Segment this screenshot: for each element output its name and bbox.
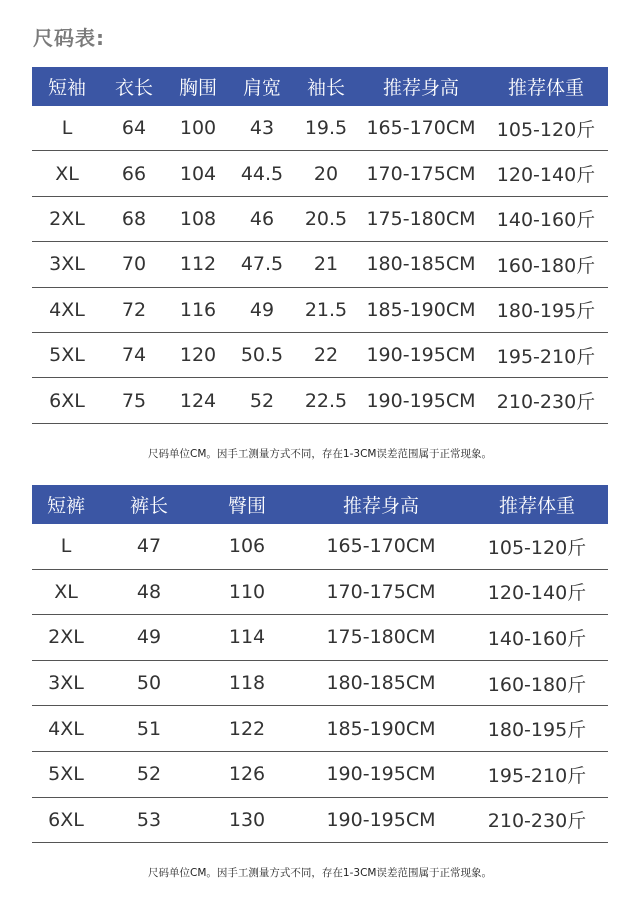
shorts-table-cell: 122 xyxy=(198,706,296,752)
shorts-table-cell: 47 xyxy=(100,524,198,569)
shirt-table-cell: 160-180斤 xyxy=(484,242,608,287)
shirt-table-cell: 43 xyxy=(230,106,294,151)
shirt-table-cell: 72 xyxy=(102,287,166,332)
shirt-table-cell: 20 xyxy=(294,151,358,196)
shirt-table-cell: 112 xyxy=(166,242,230,287)
shorts-table-cell: 51 xyxy=(100,706,198,752)
shorts-table-cell: 126 xyxy=(198,751,296,797)
shirt-table-cell: 195-210斤 xyxy=(484,332,608,377)
shirt-table-cell: 64 xyxy=(102,106,166,151)
shorts-table-cell: 3XL xyxy=(32,660,100,706)
shirt-table-cell: 185-190CM xyxy=(358,287,484,332)
shorts-header-cell: 推荐体重 xyxy=(466,485,608,524)
shirt-header-cell: 推荐身高 xyxy=(358,67,484,106)
shirt-table-cell: 44.5 xyxy=(230,151,294,196)
shorts-header-cell: 短裤 xyxy=(32,485,100,524)
shirt-table-row xyxy=(32,196,608,241)
shirt-header-cell: 推荐体重 xyxy=(484,67,608,106)
shirt-table-cell: 100 xyxy=(166,106,230,151)
shorts-table-cell: 210-230斤 xyxy=(466,797,608,843)
shirt-table-cell: 210-230斤 xyxy=(484,378,608,423)
shirt-table-cell: 6XL xyxy=(32,378,102,423)
shorts-table-row xyxy=(32,569,608,615)
shirt-header-cell: 短袖 xyxy=(32,67,102,106)
shorts-table-row xyxy=(32,706,608,752)
shirt-table-cell: 75 xyxy=(102,378,166,423)
shirt-table-cell: 175-180CM xyxy=(358,196,484,241)
shirt-table-cell: 2XL xyxy=(32,196,102,241)
shorts-table-cell: 185-190CM xyxy=(296,706,466,752)
shirt-table-cell: 190-195CM xyxy=(358,378,484,423)
shirt-table-cell: 22 xyxy=(294,332,358,377)
shirt-table-cell: 20.5 xyxy=(294,196,358,241)
shorts-table-cell: 175-180CM xyxy=(296,615,466,661)
shorts-table-cell: 4XL xyxy=(32,706,100,752)
shorts-size-table xyxy=(32,485,608,843)
shorts-table-cell: 50 xyxy=(100,660,198,706)
shirt-table-cell: 21.5 xyxy=(294,287,358,332)
shorts-table-cell: 120-140斤 xyxy=(466,569,608,615)
shirt-table-row xyxy=(32,151,608,196)
shorts-table-cell: XL xyxy=(32,569,100,615)
shorts-table-row xyxy=(32,797,608,843)
shirt-header-cell: 肩宽 xyxy=(230,67,294,106)
shirt-table-cell: 124 xyxy=(166,378,230,423)
shorts-table-cell: 140-160斤 xyxy=(466,615,608,661)
shirt-table-header-row xyxy=(32,67,608,106)
shirt-table-cell: 19.5 xyxy=(294,106,358,151)
shirt-table-cell: 74 xyxy=(102,332,166,377)
shirt-header-cell: 袖长 xyxy=(294,67,358,106)
shirt-header-cell: 胸围 xyxy=(166,67,230,106)
shorts-table-cell: 180-185CM xyxy=(296,660,466,706)
shorts-table-cell: 170-175CM xyxy=(296,569,466,615)
shirt-table-cell: 140-160斤 xyxy=(484,196,608,241)
shirt-table-row xyxy=(32,378,608,423)
shorts-header-cell: 裤长 xyxy=(100,485,198,524)
shirt-table-cell: 120-140斤 xyxy=(484,151,608,196)
shorts-table-cell: L xyxy=(32,524,100,569)
shorts-table-cell: 180-195斤 xyxy=(466,706,608,752)
shorts-header-cell: 推荐身高 xyxy=(296,485,466,524)
shirt-table-cell: XL xyxy=(32,151,102,196)
shirt-table-cell: 190-195CM xyxy=(358,332,484,377)
shirt-table-cell: 21 xyxy=(294,242,358,287)
shirt-table-cell: 4XL xyxy=(32,287,102,332)
shorts-table-cell: 6XL xyxy=(32,797,100,843)
shirt-table-cell: 50.5 xyxy=(230,332,294,377)
shorts-table-cell: 110 xyxy=(198,569,296,615)
shorts-table-cell: 130 xyxy=(198,797,296,843)
shorts-table-cell: 5XL xyxy=(32,751,100,797)
shirt-table-cell: 108 xyxy=(166,196,230,241)
shorts-table-cell: 52 xyxy=(100,751,198,797)
shorts-table-cell: 165-170CM xyxy=(296,524,466,569)
shirt-table-cell: 170-175CM xyxy=(358,151,484,196)
shirt-table-row xyxy=(32,332,608,377)
shirt-header-cell: 衣长 xyxy=(102,67,166,106)
shirt-table-cell: 104 xyxy=(166,151,230,196)
shorts-table-row xyxy=(32,751,608,797)
shorts-table-cell: 160-180斤 xyxy=(466,660,608,706)
shirt-table-cell: 66 xyxy=(102,151,166,196)
shorts-table-cell: 190-195CM xyxy=(296,751,466,797)
shirt-table-cell: 180-185CM xyxy=(358,242,484,287)
shirt-table-cell: 47.5 xyxy=(230,242,294,287)
shirt-table-row xyxy=(32,287,608,332)
shirt-table-cell: 70 xyxy=(102,242,166,287)
shirt-table-cell: 22.5 xyxy=(294,378,358,423)
shirt-table-cell: 105-120斤 xyxy=(484,106,608,151)
shorts-table-row xyxy=(32,524,608,569)
shirt-table-cell: 68 xyxy=(102,196,166,241)
shorts-table-cell: 105-120斤 xyxy=(466,524,608,569)
shorts-table-cell: 49 xyxy=(100,615,198,661)
shorts-table-row xyxy=(32,615,608,661)
shirt-table-cell: 46 xyxy=(230,196,294,241)
shirt-table-row xyxy=(32,242,608,287)
measurement-note: 尺码单位CM。因手工测量方式不同，存在1-3CM误差范围属于正常现象。 xyxy=(148,867,492,879)
shorts-table-header-row xyxy=(32,485,608,524)
shirt-size-table xyxy=(32,67,608,424)
shirt-table-cell: 5XL xyxy=(32,332,102,377)
shorts-table-cell: 53 xyxy=(100,797,198,843)
shorts-table-row xyxy=(32,660,608,706)
shorts-table-cell: 114 xyxy=(198,615,296,661)
shirt-table-cell: 52 xyxy=(230,378,294,423)
shirt-table-row xyxy=(32,106,608,151)
shorts-table-cell: 190-195CM xyxy=(296,797,466,843)
shorts-header-cell: 臀围 xyxy=(198,485,296,524)
shorts-table-cell: 118 xyxy=(198,660,296,706)
shirt-table-cell: 180-195斤 xyxy=(484,287,608,332)
shirt-table-cell: 116 xyxy=(166,287,230,332)
shorts-table-cell: 48 xyxy=(100,569,198,615)
shirt-table-cell: L xyxy=(32,106,102,151)
shorts-table-cell: 195-210斤 xyxy=(466,751,608,797)
shirt-table-cell: 120 xyxy=(166,332,230,377)
shirt-table-cell: 49 xyxy=(230,287,294,332)
measurement-note: 尺码单位CM。因手工测量方式不同，存在1-3CM误差范围属于正常现象。 xyxy=(148,448,492,460)
shirt-table-cell: 165-170CM xyxy=(358,106,484,151)
shirt-table-cell: 3XL xyxy=(32,242,102,287)
shorts-table-cell: 106 xyxy=(198,524,296,569)
page-title: 尺码表: xyxy=(33,26,105,50)
shorts-table-cell: 2XL xyxy=(32,615,100,661)
